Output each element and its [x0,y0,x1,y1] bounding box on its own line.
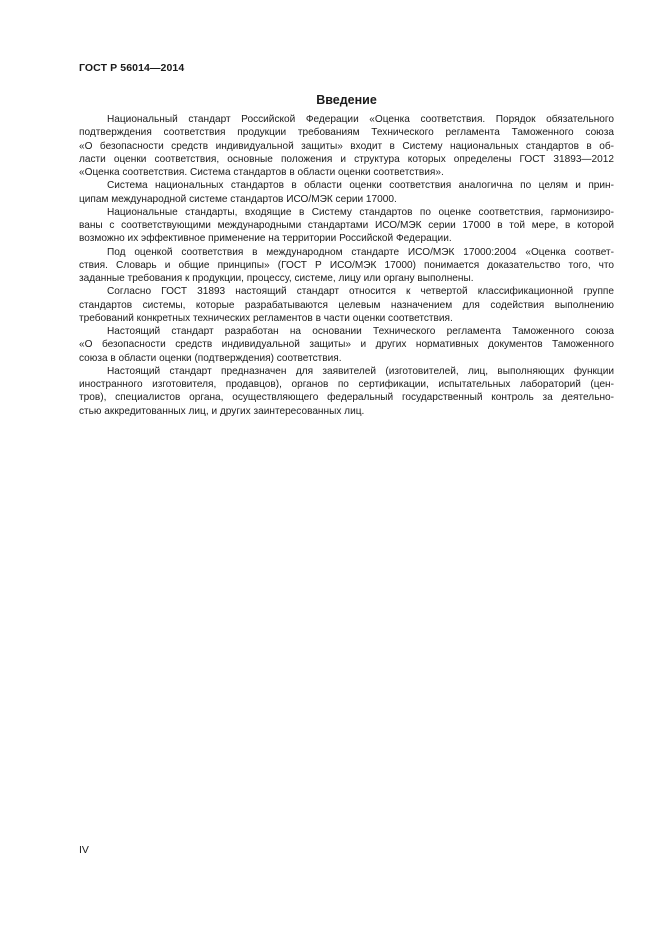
text-line: Национальные стандарты, входящие в Систему стандартов по оценке соответствия, гармонизиро- [107,206,614,218]
text-line: возможно их эффективное применение на территории Российской Федерации. [79,233,452,245]
text-line: ласти оценки соответствия, основные положения и структура которых определены ГОСТ 31893—2012 [79,153,614,165]
paragraph [79,206,614,246]
text-line: заданные требования к продукции, процессу, системе, лицу или органу выполнены. [79,273,474,284]
text-line: «Оценка соответствия. Система стандартов в области оценки соответствия». [79,167,444,178]
paragraph [79,113,614,179]
text-line: подтверждения соответствия продукции требованиям Технического регламента Таможенного союза [79,127,614,139]
text-line: тров), специалистов органа, осуществляющего федеральный государственный контроль за деятельно- [79,392,614,404]
text-line: Настоящий стандарт предназначен для заявителей (изготовителей, лиц, выполняющих функции [107,365,614,377]
paragraph [79,285,614,325]
paragraph [79,325,614,365]
text-line: Система национальных стандартов в области оценки соответствия аналогична по целям и прин- [107,180,614,192]
text-line: «О безопасности средств индивидуальной защиты» входит в Систему национальных стандартов в об- [79,140,614,152]
paragraph [79,179,614,206]
text-line: стью аккредитованных лиц, и других заинтересованных лиц. [79,405,365,417]
text-line: иностранного изготовителя, продавцов), органов по сертификации, испытательных лабораторий (цен- [79,379,614,390]
text-line: «О безопасности средств индивидуальной защиты» и других нормативных документов Таможенного [79,339,614,351]
text-line: Национальный стандарт Российской Федерации «Оценка соответствия. Порядок обязательного [107,114,614,125]
paragraph [79,365,614,418]
text-line: союза в области оценки (подтверждения) соответствия. [79,352,342,364]
text-line: Согласно ГОСТ 31893 настоящий стандарт относится к четвертой классификационной группе [107,286,614,298]
paragraph [79,246,614,286]
text-line: стандартов системы, которые разрабатываются целевым назначением для содействия выполнению [79,299,614,311]
text-line: ствия. Словарь и общие принципы» (ГОСТ Р ИСО/МЭК 17000) понимается доказательство того, что [79,259,614,271]
text-line: Под оценкой соответствия в международном стандарте ИСО/МЭК 17000:2004 «Оценка соответ- [107,246,614,258]
document-standard-id: ГОСТ Р 56014—2014 [79,62,185,74]
text-line: Настоящий стандарт разработан на основании Технического регламента Таможенного союза [107,326,614,337]
section-title: Введение [316,93,377,107]
text-line: ципам международной системе стандартов ИСО/МЭК серии 17000. [79,193,397,205]
text-line: требований конкретных технических регламентов в части оценки соответствия. [79,312,453,324]
page-number: IV [79,844,89,856]
text-line: ваны с соответствующими международными стандартами ИСО/МЭК серии 17000 в той мере, в которой [79,220,614,231]
introduction-body [79,113,614,418]
